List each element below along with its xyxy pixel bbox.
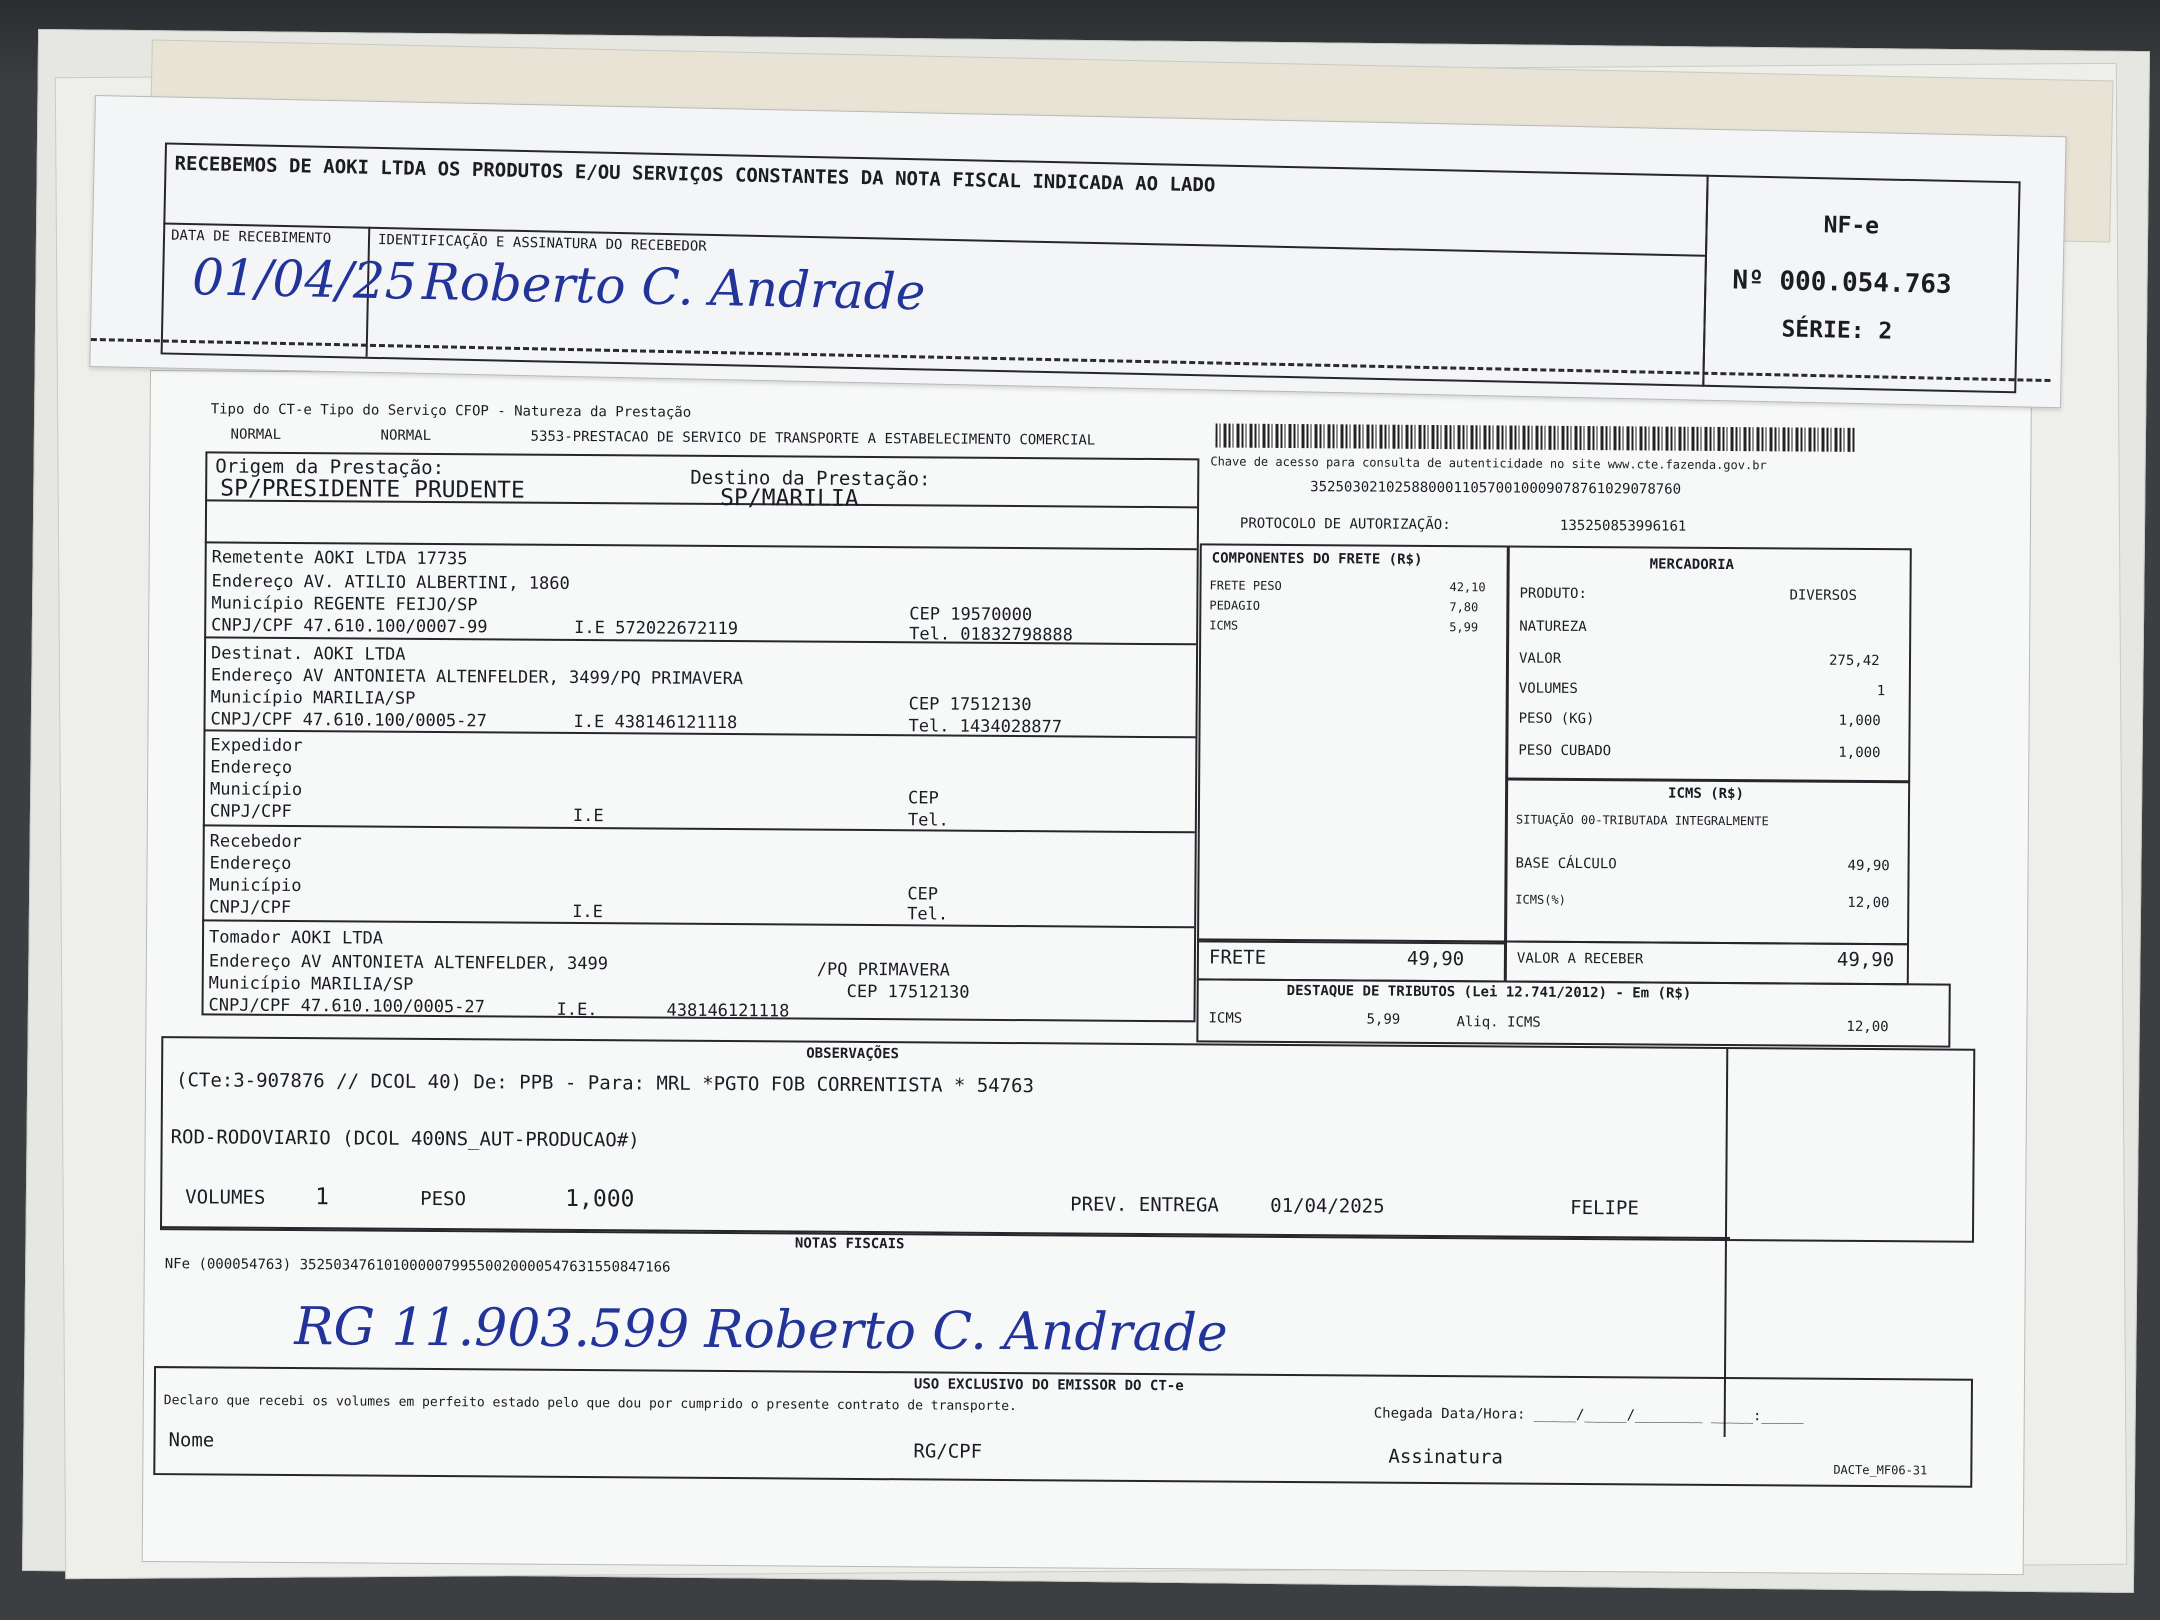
footer-title: USO EXCLUSIVO DO EMISSOR DO CT-e bbox=[913, 1376, 1184, 1395]
observacoes-line2: ROD-RODOVIARIO (DCOL 400NS_AUT-PRODUCAO#) bbox=[170, 1126, 640, 1152]
expedidor-nome: Expedidor bbox=[210, 735, 303, 757]
componente-name: ICMS bbox=[1209, 618, 1239, 633]
footer-chegada: Chegada Data/Hora: _____/_____/________ _____:_____ bbox=[1373, 1405, 1804, 1425]
tomador-cnpj: CNPJ/CPF 47.610.100/0005-27 bbox=[208, 995, 485, 1018]
tributos-aliq-value: 12,00 bbox=[1846, 1018, 1889, 1036]
destinatario-nome: Destinat. AOKI LTDA bbox=[210, 643, 406, 665]
recebedor-cnpj: CNPJ/CPF bbox=[209, 897, 292, 918]
id-label: IDENTIFICAÇÃO E ASSINATURA DO RECEBEDOR bbox=[377, 231, 707, 255]
footer-declaro: Declaro que recebi os volumes em perfeito estado pelo que dou por cumprido o presente contrato de transporte. bbox=[163, 1393, 1017, 1415]
destinatario-cep: CEP 17512130 bbox=[908, 694, 1032, 716]
tomador-nome: Tomador AOKI LTDA bbox=[208, 927, 384, 949]
icms-title: ICMS (R$) bbox=[1668, 785, 1744, 803]
protocolo-value: 135250853996161 bbox=[1559, 517, 1687, 535]
remetente-cnpj: CNPJ/CPF 47.610.100/0007-99 bbox=[211, 615, 488, 638]
tributos-title: DESTAQUE DE TRIBUTOS (Lei 12.741/2012) - Em (R$) bbox=[1286, 982, 1692, 1002]
destinatario-endereco: Endereço AV ANTONIETA ALTENFELDER, 3499/PQ PRIMAVERA bbox=[210, 665, 744, 690]
expedidor-cep: CEP bbox=[907, 788, 939, 809]
remetente-nome: Remetente AOKI LTDA 17735 bbox=[211, 547, 468, 570]
barcode bbox=[1215, 423, 1855, 451]
chave-label: Chave de acesso para consulta de autenticidade no site www.cte.fazenda.gov.br bbox=[1210, 454, 1767, 473]
footer-assinatura: Assinatura bbox=[1388, 1445, 1503, 1469]
obs-peso-label: PESO bbox=[420, 1187, 467, 1211]
destino-value: SP/MARILIA bbox=[720, 484, 859, 512]
protocolo-label: PROTOCOLO DE AUTORIZAÇÃO: bbox=[1239, 515, 1451, 534]
handwritten-date: 01/04/25 bbox=[191, 248, 418, 311]
peso-value: 1,000 bbox=[1838, 712, 1881, 730]
destinatario-ie: I.E 438146121118 bbox=[573, 711, 738, 734]
date-label: DATA DE RECEBIMENTO bbox=[170, 227, 332, 247]
origem-label: Origem da Prestação: bbox=[215, 455, 445, 480]
tomador-municipio: Município MARILIA/SP bbox=[208, 973, 414, 995]
tomador-cep: CEP 17512130 bbox=[846, 981, 970, 1003]
produto-value: DIVERSOS bbox=[1789, 587, 1857, 604]
expedidor-municipio: Município bbox=[210, 779, 303, 801]
tomador-bairro: /PQ PRIMAVERA bbox=[816, 959, 950, 981]
entregador-nome: FELIPE bbox=[1570, 1196, 1639, 1220]
remetente-endereco: Endereço AV. ATILIO ALBERTINI, 1860 bbox=[211, 571, 570, 594]
valor-value: 275,42 bbox=[1828, 652, 1880, 670]
recebedor-endereco: Endereço bbox=[209, 853, 292, 874]
nfe-series: SÉRIE: 2 bbox=[1781, 316, 1893, 345]
recebedor-tel: Tel. bbox=[907, 904, 949, 925]
tributos-icms-label: ICMS bbox=[1208, 1010, 1243, 1027]
tipo-servico: NORMAL bbox=[380, 427, 432, 444]
recebedor-municipio: Município bbox=[209, 875, 302, 897]
recipient-signature: Roberto C. Andrade bbox=[421, 252, 926, 322]
tomador-ie-label: I.E. bbox=[556, 999, 598, 1021]
footer-rg: RG/CPF bbox=[913, 1440, 983, 1463]
recebedor-ie: I.E bbox=[572, 901, 604, 923]
destinatario-tel: Tel. 1434028877 bbox=[908, 716, 1063, 738]
aliq-label: ICMS(%) bbox=[1515, 892, 1566, 907]
obs-peso-value: 1,000 bbox=[565, 1185, 635, 1213]
remetente-tel: Tel. 01832798888 bbox=[909, 624, 1074, 646]
base-value: 49,90 bbox=[1847, 857, 1890, 875]
handwritten-rg: RG 11.903.599 bbox=[294, 1297, 690, 1360]
tributos-icms-value: 5,99 bbox=[1366, 1011, 1401, 1028]
remetente-municipio: Município REGENTE FEIJO/SP bbox=[211, 593, 478, 616]
componente-value: 7,80 bbox=[1449, 600, 1479, 615]
expedidor-cnpj: CNPJ/CPF bbox=[209, 801, 292, 823]
observacoes-title: OBSERVAÇÕES bbox=[806, 1045, 900, 1063]
receipt-stub bbox=[89, 95, 2066, 408]
obs-volumes-value: 1 bbox=[315, 1184, 330, 1211]
produto-label: PRODUTO: bbox=[1519, 585, 1587, 603]
footer-nome: Nome bbox=[168, 1429, 215, 1452]
tipo-cte: NORMAL bbox=[230, 426, 282, 443]
tomador-ie: 438146121118 bbox=[666, 1000, 790, 1022]
prev-entrega-label: PREV. ENTREGA bbox=[1070, 1193, 1219, 1217]
handwritten-signature: Roberto C. Andrade bbox=[704, 1299, 1228, 1364]
origem-value: SP/PRESIDENTE PRUDENTE bbox=[220, 475, 525, 504]
icms-situacao: SITUAÇÃO 00-TRIBUTADA INTEGRALMENTE bbox=[1515, 812, 1769, 829]
componente-name: PEDAGIO bbox=[1209, 598, 1261, 613]
footer-code: DACTe_MF06-31 bbox=[1833, 1462, 1928, 1478]
expedidor-tel: Tel. bbox=[907, 810, 949, 831]
peso-cubado-value: 1,000 bbox=[1838, 744, 1881, 762]
nfe-number: Nº 000.054.763 bbox=[1732, 265, 1952, 300]
natureza-label: NATUREZA bbox=[1519, 618, 1587, 636]
receber-label: VALOR A RECEBER bbox=[1516, 950, 1644, 968]
tributos-aliq-label: Aliq. ICMS bbox=[1456, 1014, 1541, 1031]
receipt-text: RECEBEMOS DE AOKI LTDA OS PRODUTOS E/OU SERVIÇOS CONSTANTES DA NOTA FISCAL INDICADA AO LADO bbox=[174, 152, 1216, 197]
obs-volumes-label: VOLUMES bbox=[185, 1186, 266, 1209]
tipo-label: Tipo do CT-e Tipo do Serviço CFOP - Natureza da Prestação bbox=[210, 401, 692, 421]
notas-line: NFe (000054763) 35250347610100000799550020000547631550847166 bbox=[164, 1256, 671, 1276]
componente-value: 42,10 bbox=[1449, 580, 1486, 595]
recebedor-cep: CEP bbox=[907, 884, 939, 905]
base-label: BASE CÁLCULO bbox=[1515, 855, 1617, 873]
componente-name: FRETE PESO bbox=[1209, 578, 1282, 593]
expedidor-ie: I.E bbox=[572, 805, 604, 827]
frete-label: FRETE bbox=[1208, 946, 1267, 969]
componentes-title: COMPONENTES DO FRETE (R$) bbox=[1211, 550, 1423, 568]
destino-label: Destino da Prestação: bbox=[690, 466, 931, 491]
expedidor-endereco: Endereço bbox=[210, 757, 293, 779]
volumes-label: VOLUMES bbox=[1518, 680, 1578, 697]
cte-document bbox=[142, 370, 2032, 1575]
observacoes-line1: (CTe:3-907876 // DCOL 40) De: PPB - Para: MRL *PGTO FOB CORRENTISTA * 54763 bbox=[175, 1069, 1035, 1098]
notas-title: NOTAS FISCAIS bbox=[794, 1235, 905, 1253]
remetente-cep: CEP 19570000 bbox=[909, 604, 1033, 626]
destinatario-cnpj: CNPJ/CPF 47.610.100/0005-27 bbox=[210, 709, 487, 732]
frete-value: 49,90 bbox=[1406, 947, 1465, 971]
destinatario-municipio: Município MARILIA/SP bbox=[210, 687, 416, 709]
chave-value: 35250302102588000110570010009078761029078760 bbox=[1310, 479, 1682, 498]
cfop: 5353-PRESTACAO DE SERVICO DE TRANSPORTE A ESTABELECIMENTO COMERCIAL bbox=[530, 428, 1096, 449]
tomador-endereco: Endereço AV ANTONIETA ALTENFELDER, 3499 bbox=[208, 951, 609, 975]
mercadoria-title: MERCADORIA bbox=[1649, 556, 1735, 574]
receber-value: 49,90 bbox=[1836, 948, 1895, 972]
prev-entrega-value: 01/04/2025 bbox=[1270, 1194, 1385, 1218]
recebedor-nome: Recebedor bbox=[209, 831, 302, 853]
nfe-label: NF-e bbox=[1823, 212, 1880, 240]
valor-label: VALOR bbox=[1518, 650, 1562, 667]
volumes-value: 1 bbox=[1876, 683, 1886, 700]
remetente-ie: I.E 572022672119 bbox=[574, 617, 739, 640]
peso-cubado-label: PESO CUBADO bbox=[1518, 742, 1612, 760]
peso-label: PESO (KG) bbox=[1518, 710, 1595, 728]
componente-value: 5,99 bbox=[1449, 620, 1479, 635]
aliq-value: 12,00 bbox=[1847, 894, 1890, 912]
